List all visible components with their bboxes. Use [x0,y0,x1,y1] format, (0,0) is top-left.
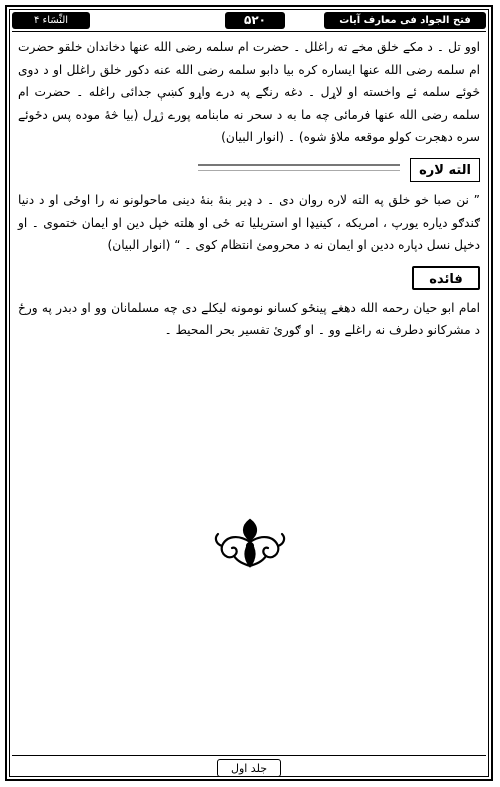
section-heading-row-2 [18,263,480,295]
section-heading-1: الته لاره [410,158,480,182]
header-divider [12,31,486,32]
paragraph-2: ” نن صبا خو خلق په الته لاره روان دی ۔ د ډیر بنهٔ بنهٔ دینی ماحولونو نه را اوځی او د دنیا ګندګو دیاره یورپ ، امریکه ، کینیډا او استریلیا ته ځی او هلته خپل دین او ایمان ختموی ۔ او دخپل نسل دپاره ددین او ایمان نه د محرومئ انتظام کوی ۔ “ (انوار البیان) [18,192,480,253]
volume-label: جلد اول [217,759,281,777]
page-number: ۵۲۰ [225,12,285,29]
paragraph-1: اوو تل ۔ د مکے خلق مخے ته راغلل ۔ حضرت ام سلمه رضی الله عنها دخاندان خلقو حضرت ام سلمه رضی الله عنها ایساره کره بیا دابو سلمه رضی الله عنه دکور خلق راغلل او د دوی څوئے سلمه ئے واخسته او لاړل ۔ دغه رنګے په درے واړو کښې جدائی راغله ۔ حضرت ام سلمه رضی الله عنها فرمائی چه ما به د سحر نه مابنامه پورے ژړل (بیا څهٔ موده پس دځوئے سره دهجرت کولو موقعه ملاؤ شوه) ۔ (انوار البیان) [18,40,480,145]
section-heading-2: فائده [412,266,480,290]
page-body [18,36,480,342]
surah-label: النِّسَاء ۴ [12,12,90,29]
book-title: فتح الجواد فی معارف آیات الجهاد [324,12,486,29]
floral-ornament-icon [212,516,288,570]
heading-rule [198,170,400,171]
page-header [12,12,486,43]
section-heading-row-1 [18,155,480,187]
heading-rule [198,164,400,166]
paragraph-3: امام ابو حیان رحمه الله دهغے پینځو کسانو نومونه لیکلے دی چه مسلمانان وو او دبدر په ورځ د مشرکانو دطرف نه راغلے وو ۔ او ګورئ تفسیر بحر المحیط ۔ [18,300,480,338]
footer-divider [12,755,486,756]
